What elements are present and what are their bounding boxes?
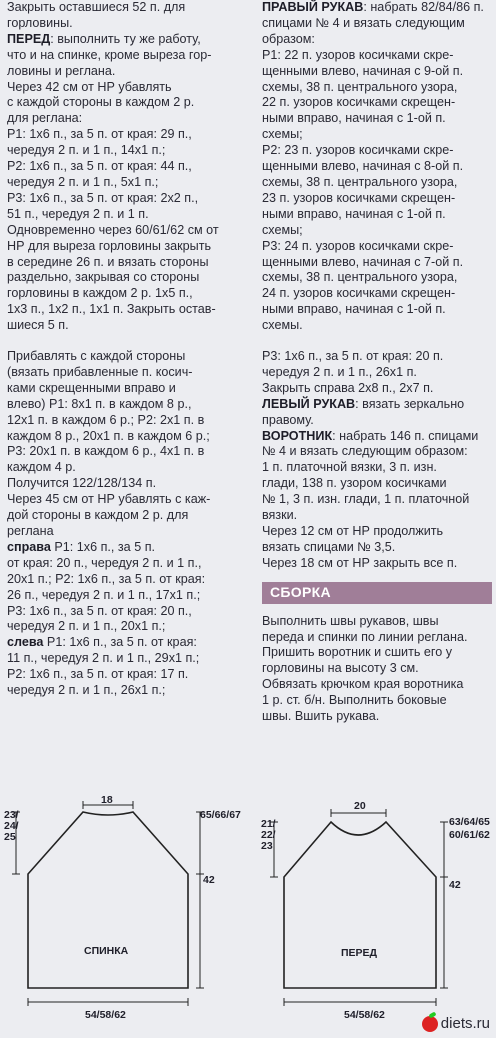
text-line: Через 45 см от НР убавлять с каж- [7,492,211,507]
text-line: 1 р. ст. б/н. Выполнить боковые [262,693,447,708]
text-line: ными вправо, начиная с 1-ой п. [262,206,446,221]
text-line: образом: [262,31,315,46]
text-line: схемы, 38 п. центрального узора, [262,79,458,94]
back-left-height: 23/ 24/ 25 [4,809,19,843]
text-line: ными вправо, начиная с 1-ой п. [262,302,446,317]
text-line: правому. [262,412,314,427]
text-line: Закрыть оставшиеся 52 п. для [7,0,186,14]
text-line: чередуя 2 п. и 1 п., 26х1 п.; [7,683,166,698]
front-outline [284,822,436,988]
paragraph-gap [7,334,253,349]
text-line: справа Р1: 1х6 п., за 5 п. [7,539,156,554]
front-total-height-a: 63/64/65 [449,816,490,828]
text-line: Р2: 23 п. узоров косичками скре- [262,143,454,158]
right-text-column [262,0,494,725]
text-line: шиеся 5 п. [7,318,69,333]
text-line: щенными влево, начиная с 8-ой п. [262,159,464,174]
text-line: реглана [7,524,54,538]
text-line: Р2: 1х6 п., за 5 п. от края: 17 п. [7,667,189,682]
text-line: схемы; [262,127,303,142]
text-line: ными вправо, начиная с 1-ой п. [262,111,446,126]
text-line: Пришить воротник и сшить его у [262,645,453,660]
text-line: Обвязать крючком края воротника [262,677,464,692]
text-line: глади, 138 п. узором косичками [262,476,447,491]
back-side-height: 42 [203,874,215,886]
text-line: ВОРОТНИК: набрать 146 п. спицами [262,428,479,443]
text-line: схемы. [262,318,303,333]
text-line: чередуя 2 п. и 1 п., 5х1 п.; [7,174,159,189]
text-line: Р3: 1х6 п., за 5 п. от края: 20 п. [262,349,444,364]
text-line: 51 п., чередуя 2 п. и 1 п. [7,206,149,221]
text-line: Р3: 20х1 п. в каждом 6 р., 4х1 п. в [7,444,205,459]
front-bottom-width: 54/58/62 [344,1009,385,1021]
left-paragraph [7,0,253,32]
text-line: Р2: 1х6 п., за 5 п. от края: 44 п., [7,159,192,174]
apple-icon [422,1016,438,1032]
text-line: Р3: 24 п. узоров косичками скре- [262,238,454,253]
back-schematic [0,798,258,1038]
text-line: схемы, 38 п. центрального узора, [262,270,458,285]
text-line: Через 18 см от НР закрыть все п. [262,555,458,570]
text-line: щенными влево, начиная с 9-ой п. [262,63,464,78]
text-line: ками скрещенными вправо и [7,380,176,395]
text-line: в середине 26 п. и вязать стороны [7,254,209,269]
text-line: 23 п. узоров косичками скрещен- [262,190,456,205]
text-line: вязать спицами № 3,5. [262,539,396,554]
text-line: Закрыть справа 2х8 п., 2х7 п. [262,380,434,395]
text-line: 26 п., чередуя 2 п. и 1 п., 17х1 п.; [7,587,201,602]
text-line: схемы, 38 п. центрального узора, [262,174,458,189]
text-line: с каждой стороны в каждом 2 р. [7,95,195,110]
back-title: СПИНКА [84,945,129,957]
text-line: ПРАВЫЙ РУКАВ: набрать 82/84/86 п. [262,0,484,14]
front-side-height: 42 [449,879,461,891]
back-pattern-diagram [0,794,258,1038]
site-watermark [422,1015,490,1032]
back-total-height: 65/66/67 [200,809,241,821]
text-line: Через 42 см от НР убавлять [7,79,172,94]
front-title: ПЕРЕД [341,947,378,959]
text-line: 24 п. узоров косичками скрещен- [262,286,456,301]
text-line: вязки. [262,508,298,523]
text-line: Через 12 см от НР продолжить [262,524,444,538]
front-total-height-b: 60/61/62 [449,829,490,841]
right-paragraph [262,349,494,572]
text-line: чередуя 2 п. и 1 п., 26х1 п. [262,364,417,379]
text-line: слева Р1: 1х6 п., за 5 п. от края: [7,635,197,650]
front-left-height: 21/ 22/ 23 [261,818,276,852]
back-bottom-width: 54/58/62 [85,1009,126,1021]
text-line: от края: 20 п., чередуя 2 п. и 1 п., [7,555,202,570]
bold-heading: ПРАВЫЙ РУКАВ [262,0,364,14]
left-paragraph [7,349,253,699]
text-line: щенными влево, начиная с 7-ой п. [262,254,464,269]
front-pattern-diagram [258,798,496,1038]
text-line: Р3: 1х6 п., за 5 п. от края: 2х2 п., [7,190,199,205]
text-line: спицами № 4 и вязать следующим [262,15,465,30]
back-outline [28,812,188,988]
section-heading: СБОРКА [262,582,492,604]
paragraph-gap [262,334,494,349]
left-text-column [7,0,253,699]
text-line: ПЕРЕД: выполнить ту же работу, [7,31,201,46]
bold-heading: справа [7,539,51,554]
text-line: переда и спинки по линии реглана. [262,629,468,644]
text-line: схемы; [262,222,303,237]
bold-heading: слева [7,635,44,650]
text-line: Одновременно через 60/61/62 см от [7,222,219,237]
text-line: чередуя 2 п. и 1 п., 14х1 п.; [7,143,166,158]
text-line: Прибавлять с каждой стороны [7,349,186,364]
text-line: Р1: 1х6 п., за 5 п. от края: 29 п., [7,127,192,142]
text-line: чередуя 2 п. и 1 п., 20х1 п.; [7,619,166,634]
bold-heading: ЛЕВЫЙ РУКАВ [262,396,356,411]
text-line: 22 п. узоров косичками скрещен- [262,95,456,110]
text-line: горловины на высоту 3 см. [262,661,419,676]
text-line: что и на спинке, кроме выреза гор- [7,47,212,62]
text-line: Получится 122/128/134 п. [7,476,157,491]
text-line: раздельно, закрывая со стороны [7,270,200,285]
text-line: швы. Вшить рукава. [262,709,380,724]
text-line: влево) Р1: 8х1 п. в каждом 8 р., [7,396,192,411]
front-top-width: 20 [354,800,366,812]
text-line: НР для выреза горловины закрыть [7,238,212,253]
back-top-width: 18 [101,794,113,806]
text-line: 1 п. платочной вязки, 3 п. изн. [262,460,437,475]
text-line: каждом 8 р., 20х1 п. в каждом 6 р.; [7,428,210,443]
text-line: каждом 4 р. [7,460,76,475]
text-line: дой стороны в каждом 2 р. для [7,508,189,523]
text-line: Р1: 22 п. узоров косичками скре- [262,47,454,62]
text-line: 1х3 п., 1х2 п., 1х1 п. Закрыть остав- [7,302,216,317]
bold-heading: ВОРОТНИК [262,428,333,443]
text-line: 12х1 п. в каждом 6 р.; Р2: 2х1 п. в [7,412,205,427]
text-line: горловины в каждом 2 р. 1х5 п., [7,286,193,301]
text-line: № 4 и вязать следующим образом: [262,444,468,459]
right-paragraph [262,614,494,725]
watermark-text: diets.ru [440,1015,490,1032]
text-line: горловины. [7,15,73,30]
left-paragraph [7,32,253,334]
text-line: (вязать прибавленные п. косич- [7,364,193,379]
text-line: Выполнить швы рукавов, швы [262,613,439,628]
text-line: ловины и реглана. [7,63,116,78]
text-line: ЛЕВЫЙ РУКАВ: вязать зеркально [262,396,465,411]
text-line: Р3: 1х6 п., за 5 п. от края: 20 п., [7,603,192,618]
text-line: 20х1 п.; Р2: 1х6 п., за 5 п. от края: [7,571,206,586]
right-paragraph [262,0,494,334]
text-line: 11 п., чередуя 2 п. и 1 п., 29х1 п.; [7,651,200,666]
bold-heading: ПЕРЕД [7,31,51,46]
text-line: № 1, 3 п. изн. глади, 1 п. платочной [262,492,470,507]
text-line: для реглана: [7,111,83,126]
